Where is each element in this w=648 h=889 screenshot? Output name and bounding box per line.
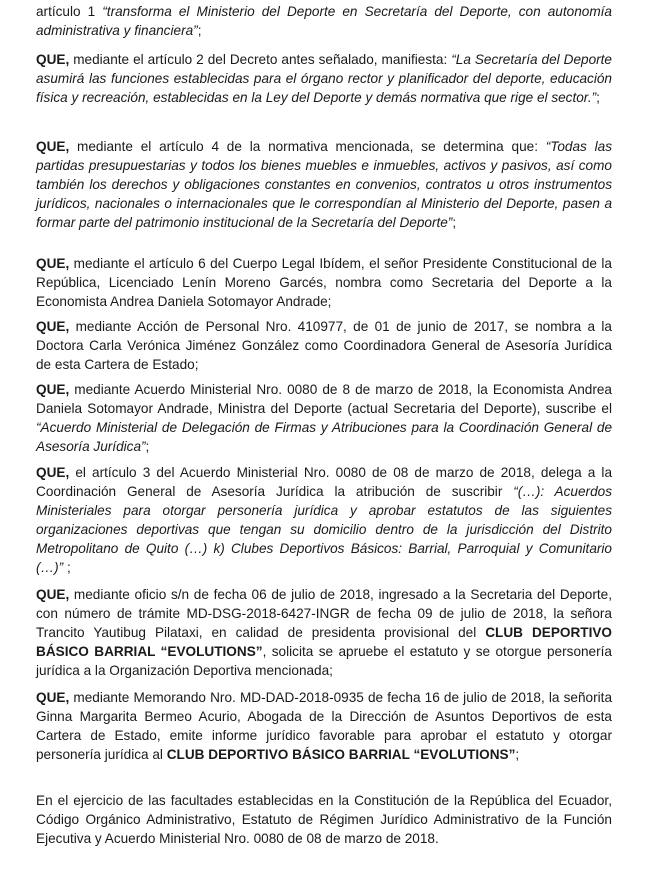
plain-text: mediante Acuerdo Ministerial Nro. 0080 de 8 de marzo de 2018, la Economista Andrea Daniela Sotomayor Andrade, Ministra del Deporte (actual Secretaria del Deporte), suscribe el: [36, 382, 612, 416]
que-label: QUE,: [36, 465, 70, 480]
que-label: QUE,: [36, 382, 70, 397]
punctuation: ;: [515, 747, 520, 762]
paragraph-que-acuerdo-0080: [36, 380, 612, 456]
que-label: QUE,: [36, 690, 70, 705]
punctuation: ;: [63, 560, 71, 575]
quoted-text: “La Secretaría del Deporte asumirá las funciones establecidas para el órgano rector y planificador del deporte, educación física y recreación, establecidas en la Ley del Deporte y demás normativa que rige el sector.”: [36, 52, 612, 105]
plain-text: mediante el artículo 2 del Decreto antes señalado, manifiesta:: [69, 52, 452, 67]
plain-text: el artículo 3 del Acuerdo Ministerial Nro. 0080 de 08 de marzo de 2018, delega a la Coordinación General de Asesoría Jurídica la atribución de suscribir: [36, 465, 612, 499]
quoted-text: “Acuerdo Ministerial de Delegación de Firmas y Atribuciones para la Coordinación General de Asesoría Jurídica”: [36, 420, 612, 454]
punctuation: ;: [145, 439, 150, 454]
quoted-text: “(…): Acuerdos Ministeriales para otorgar personería jurídica y aprobar estatutos de las siguientes organizaciones deportivas que tengan su domicilio dentro de la jurisdicción del Distrito Metropolitano de Quito (…) k) Clubes Deportivos Básicos: Barrial, Parroquial y Comunitario (…)”: [36, 484, 612, 575]
que-label: QUE,: [36, 319, 70, 334]
paragraph-article-1: [36, 2, 612, 40]
paragraph-que-article-2: [36, 50, 612, 107]
plain-text: En el ejercicio de las facultades establecidas en la Constitución de la República del Ecuador, Código Orgánico Administrativo, Estatuto de Régimen Jurídico Administrativo de la Función Ejecutiva y Acuerdo Ministerial Nro. 0080 de 08 de marzo de 2018.: [36, 793, 612, 846]
plain-text: mediante el artículo 6 del Cuerpo Legal Ibídem, el señor Presidente Constitucional de la República, Licenciado Lenín Moreno Garcés, nombra como Secretaria del Deporte a la Economista Andrea Daniela Sotomayor Andrade;: [36, 256, 612, 309]
plain-text: , solicita se apruebe el estatuto y se otorgue personería jurídica a la Organización Deportiva mencionada;: [36, 644, 612, 678]
quoted-text: “transforma el Ministerio del Deporte en Secretaría del Deporte, con autonomía administrativa y financiera”: [36, 4, 612, 38]
paragraph-que-accion-personal: [36, 317, 612, 374]
paragraph-que-article-4: [36, 137, 612, 232]
que-label: QUE,: [36, 52, 70, 67]
punctuation: ;: [197, 23, 202, 38]
plain-text: mediante oficio s/n de fecha 06 de julio de 2018, ingresado a la Secretaria del Deporte, con número de trámite MD-DSG-2018-6427-INGR de fecha 09 de julio de 2018, la señora Trancito Yautibug Pilataxi, en calidad de presidenta provisional del: [36, 587, 612, 640]
club-name: CLUB DEPORTIVO BÁSICO BARRIAL “EVOLUTIONS”: [166, 747, 516, 762]
paragraph-que-oficio: [36, 585, 612, 680]
punctuation: ;: [596, 90, 600, 105]
club-name: CLUB DEPORTIVO BÁSICO BARRIAL “EVOLUTIONS”: [36, 625, 612, 659]
paragraph-que-article-6: [36, 254, 612, 311]
que-label: QUE,: [36, 256, 70, 271]
plain-text: mediante Acción de Personal Nro. 410977, de 01 de junio de 2017, se nombra a la Doctora Carla Verónica Jiménez González como Coordinadora General de Asesoría Jurídica de esta Cartera de Estado;: [36, 319, 612, 372]
quoted-text: “Todas las partidas presupuestarias y todos los bienes muebles e inmuebles, activos y pasivos, así como también los derechos y obligaciones constantes en convenios, contratos u otros instrumentos jurídicos, nacionales o internacionales que le correspondían al Ministerio del Deporte, pasen a formar parte del patrimonio institucional de la Secretaría del Deporte”: [36, 139, 613, 230]
plain-text: artículo 1: [36, 4, 103, 19]
plain-text: mediante el artículo 4 de la normativa mencionada, se determina que:: [69, 139, 546, 154]
paragraph-que-article-3: [36, 463, 612, 577]
que-label: QUE,: [36, 587, 70, 602]
plain-text: mediante Memorando Nro. MD-DAD-2018-0935 de fecha 16 de julio de 2018, la señorita Ginna Margarita Bermeo Acurio, Abogada de la Dirección de Asuntos Deportivos de esta Cartera de Estado, emite informe jurídico favorable para aprobar el estatuto y otorgar personería jurídica al: [36, 690, 612, 762]
paragraph-que-memorando: [36, 688, 612, 764]
punctuation: ;: [452, 215, 457, 230]
que-label: QUE,: [36, 139, 70, 154]
paragraph-en-ejercicio: [36, 791, 612, 848]
